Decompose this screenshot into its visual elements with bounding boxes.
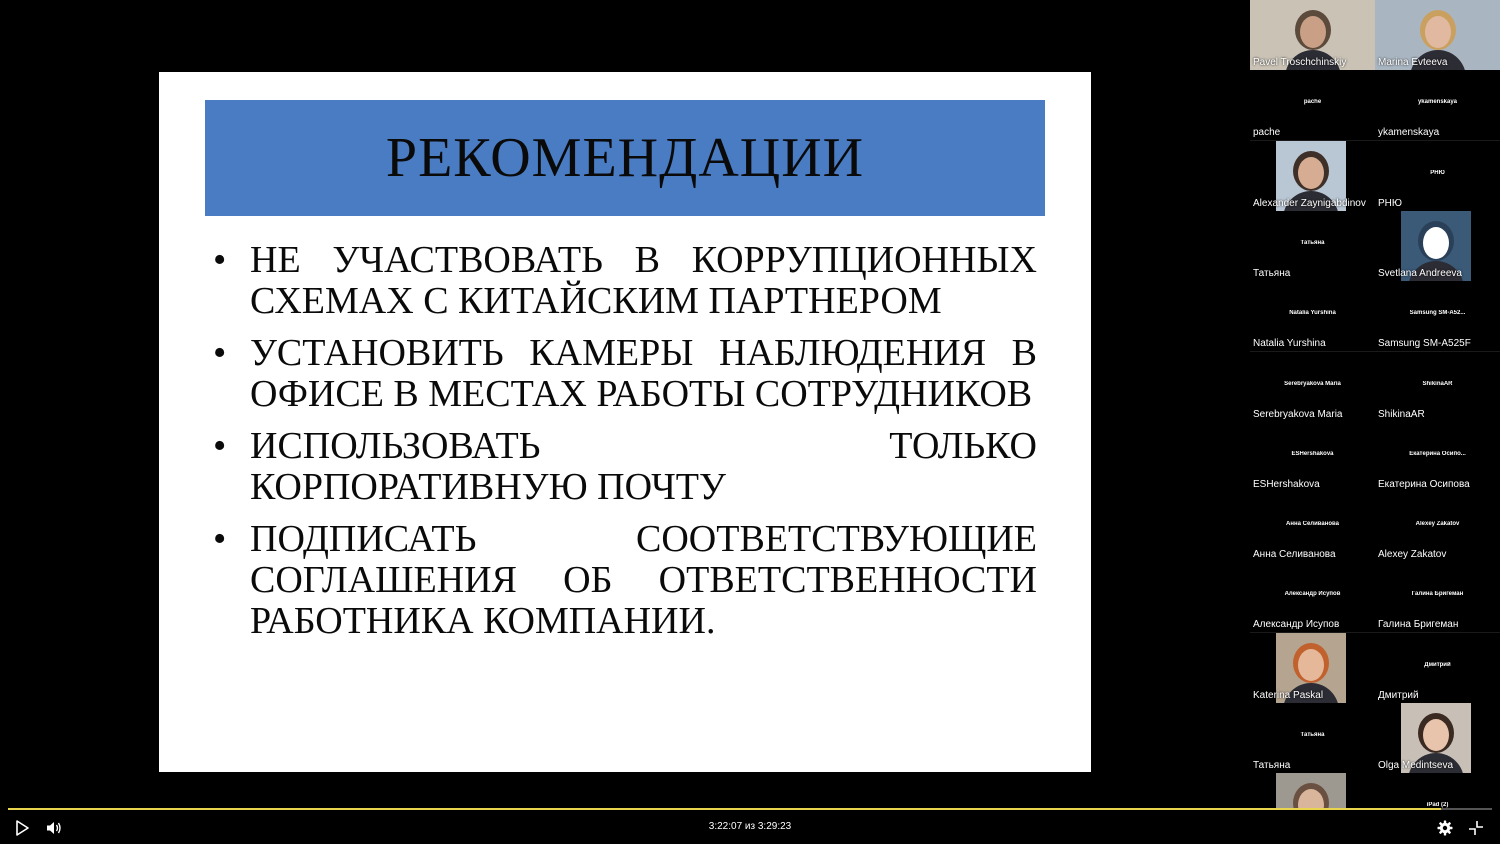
slide-bullet-text: ИСПОЛЬЗОВАТЬ ТОЛЬКО КОРПОРАТИВНУЮ ПОЧТУ [250,425,1037,508]
participant-name: Natalia Yurshina [1253,338,1326,350]
participant-name: ESHershakova [1253,478,1320,490]
participant-face [1298,649,1324,681]
participant-tile[interactable] [1375,70,1500,140]
participant-name: Olga Medintseva [1378,760,1454,771]
participant-name-center: Alexey Zakatov [1415,521,1460,528]
participant-name: Анна Селиванова [1253,549,1336,561]
slide-bullet [211,240,1037,322]
participant-name-center: Serebryakova Maria [1284,380,1341,387]
settings-button[interactable] [1435,818,1455,838]
slide-title-box [205,100,1045,216]
participant-name-center: iPad (2) [1426,802,1449,809]
participant-name-center: Галина Бригеман [1411,591,1464,598]
participant-tile[interactable] [1250,703,1375,773]
bullet-dot-icon: • [213,332,227,374]
participant-name-center: Екатерина Осипо... [1409,450,1466,457]
player-controls [0,808,1500,844]
participant-name: Svetlana Andreeva [1378,267,1462,279]
participant-name-center: Дмитрий [1424,661,1451,668]
participant-name: Екатерина Осипова [1378,478,1470,490]
participant-name-center: ESHershakova [1291,450,1334,457]
participant-name-center: РНЮ [1430,169,1445,176]
participant-name: Alexey Zakatov [1378,549,1447,561]
participant-tile[interactable] [1375,633,1500,703]
participant-name: РНЮ [1378,197,1402,209]
participant-name-center: Татьяна [1300,239,1325,246]
participant-name-center: Анна Селиванова [1286,521,1339,528]
participant-tile[interactable] [1250,352,1375,422]
participant-tile[interactable] [1250,281,1375,351]
exit-fullscreen-icon [1467,819,1485,837]
participant-tile[interactable] [1250,633,1375,703]
participant-name: Галина Бригеман [1378,619,1459,631]
exit-fullscreen-button[interactable] [1466,818,1486,838]
participant-name: pache [1253,127,1281,139]
participant-tile[interactable] [1375,141,1500,211]
bullet-dot-icon: • [213,239,227,281]
participant-name: Татьяна [1253,760,1291,771]
participant-name: Alexander Zaynigabdinov [1253,197,1366,209]
slide-bullet [211,333,1037,415]
time-label: 3:22:07 из 3:29:23 [708,821,792,832]
participant-tile[interactable] [1250,211,1375,281]
bullet-dot-icon: • [213,425,227,467]
participant-name: ykamenskaya [1378,127,1440,139]
bullet-dot-icon: • [213,518,227,560]
slide-bullet [211,519,1037,642]
slide-title: РЕКОМЕНДАЦИИ [385,127,865,189]
participant-tile[interactable] [1375,703,1500,773]
participant-name-center: Александр Исупов [1284,591,1341,598]
participant-name: Serebryakova Maria [1253,408,1343,420]
participant-tile[interactable] [1250,492,1375,562]
slide-bullet-text: УСТАНОВИТЬ КАМЕРЫ НАБЛЮДЕНИЯ В ОФИСЕ В МЕСТАХ РАБОТЫ СОТРУДНИКОВ [250,332,1037,415]
participant-tile[interactable] [1375,0,1500,70]
progress-bar[interactable] [8,808,1492,810]
participant-tile[interactable] [1375,422,1500,492]
participant-tile[interactable] [1375,281,1500,351]
participant-name: Александр Исупов [1253,619,1340,631]
participant-tile[interactable] [1250,0,1375,70]
gear-icon [1437,820,1453,836]
participant-tile[interactable] [1250,70,1375,140]
slide-bullet [211,426,1037,508]
participant-name: Katerina Paskal [1253,689,1324,701]
participant-name-center: Natalia Yurshina [1289,310,1336,317]
participant-name: Дмитрий [1378,689,1419,701]
participant-name-center: ShikinaAR [1422,380,1453,387]
participant-name: Marina Evteeva [1378,57,1448,68]
participant-name-center: ykamenskaya [1417,99,1458,106]
participant-face [1423,227,1449,259]
participant-tile[interactable] [1250,422,1375,492]
slide-bullet-text: ПОДПИСАТЬ СООТВЕТСТВУЮЩИЕ СОГЛАШЕНИЯ ОБ ОТВЕТСТВЕННОСТИ РАБОТНИКА КОМПАНИИ. [250,518,1037,642]
participant-face [1423,719,1449,751]
presentation-slide [159,72,1091,772]
participant-name: Татьяна [1253,267,1291,279]
participant-tile[interactable] [1375,211,1500,281]
participant-name: Samsung SM-A525F [1378,338,1471,350]
slide-bullet-text: НЕ УЧАСТВОВАТЬ В КОРРУПЦИОННЫХ СХЕМАХ С КИТАЙСКИМ ПАРТНЕРОМ [250,239,1037,322]
participant-tile[interactable] [1250,562,1375,632]
participant-tile[interactable] [1375,352,1500,422]
participants-gallery [1250,0,1500,844]
participant-face [1300,16,1326,48]
participant-tile[interactable] [1375,562,1500,632]
participant-face [1425,16,1451,48]
participant-name: Pavel Troschchinskiy [1253,57,1347,68]
participant-tile[interactable] [1250,141,1375,211]
slide-bullet-list [211,240,1037,653]
participant-tile[interactable] [1375,492,1500,562]
participant-face [1298,157,1324,189]
participant-name-center: Татьяна [1300,732,1325,738]
participant-name-center: Samsung SM-A52... [1409,310,1466,317]
participant-name-center: pache [1303,99,1322,106]
progress-fill [8,808,1441,810]
participant-name: ShikinaAR [1378,408,1425,420]
